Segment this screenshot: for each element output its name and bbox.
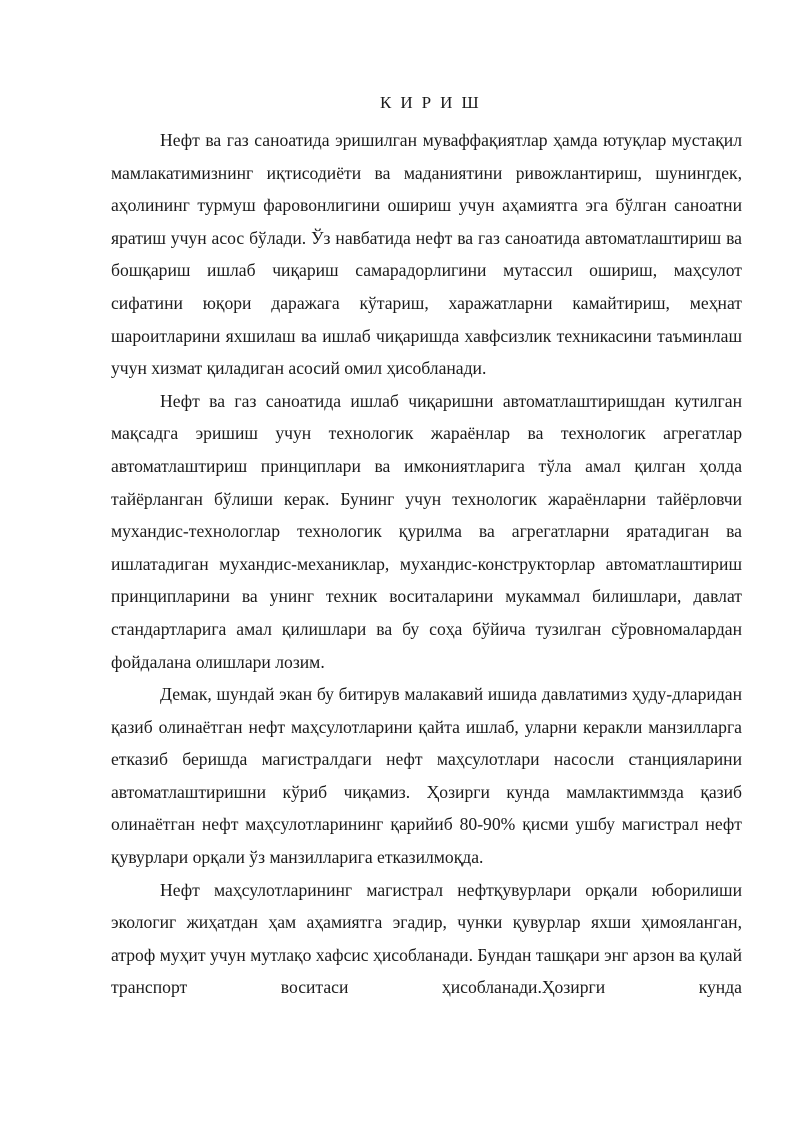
paragraph-1: Нефт ва газ саноатида эришилган муваффақиятлар ҳамда ютуқлар мустақил мамлакатимизнинг иқтисодиёти ва маданиятини ривожлантириш, шунингдек, аҳолининг турмуш фаровонлигини ошириш учун аҳамиятга эга бўлган саноатни яратиш учун асос бўлади. Ўз навбатида нефт ва газ саноатида автоматлаштириш ва бошқариш ишлаб чиқариш самарадорлигини мутассил ошириш, маҳсулот сифатини юқори даражага кўтариш, харажатларни камайтириш, меҳнат шароитларини яхшилаш ва ишлаб чиқаришда хавфсизлик техникасини таъминлаш учун хизмат қиладиган асосий омил ҳисобланади. [111,130,742,379]
paragraph-3: Демак, шундай экан бу битирув малакавий ишида давлатимиз ҳуду-дларидан қазиб олинаётган нефт маҳсулотларини қайта ишлаб, уларни керакли манзилларга етказиб беришда магистралдаги нефт маҳсулотлари насосли станцияларини автоматлаштиришни кўриб чиқамиз. Ҳозирги кунда мамлактиммзда қазиб олинаётган нефт маҳсулотларининг қарийиб 80-90% қисми ушбу магистрал нефт қувурлари орқали ўз манзилларига етказилмоқда. [111,684,742,868]
paragraph-2: Нефт ва газ саноатида ишлаб чиқаришни автоматлаштиришдан кутилган мақсадга эришиш учун технологик жараёнлар ва технологик агрегатлар автоматлаштириш принциплари ва имкониятларига тўла амал қилган ҳолда тайёрланган бўлиши керак. Бунинг учун технологик жараёнларни тайёрловчи мухандис-технологлар технологик қурилма ва агрегатларни яратадиган ва ишлатадиган мухандис-механиклар, мухандис-конструкторлар автоматлаштириш принципларини ва унинг техник воситаларини мукаммал билишлари, давлат стандартларига амал қилишлари ва бу соҳа бўйича тузилган сўровномалардан фойдалана олишлари лозим. [111,390,742,672]
paragraph-4: Нефт маҳсулотларининг магистрал нефтқувурлари орқали юборилиши экологиг жиҳатдан ҳам аҳамиятга эгадир, чунки қувурлар яхши ҳимояланган, атроф муҳит учун мутлақо хафсис ҳисобланади. Бундан ташқари энг арзон ва қулай транспорт воситаси ҳисобланади.Ҳозирги кунда [111,879,742,998]
document-heading: К И Р И Ш [379,93,482,112]
